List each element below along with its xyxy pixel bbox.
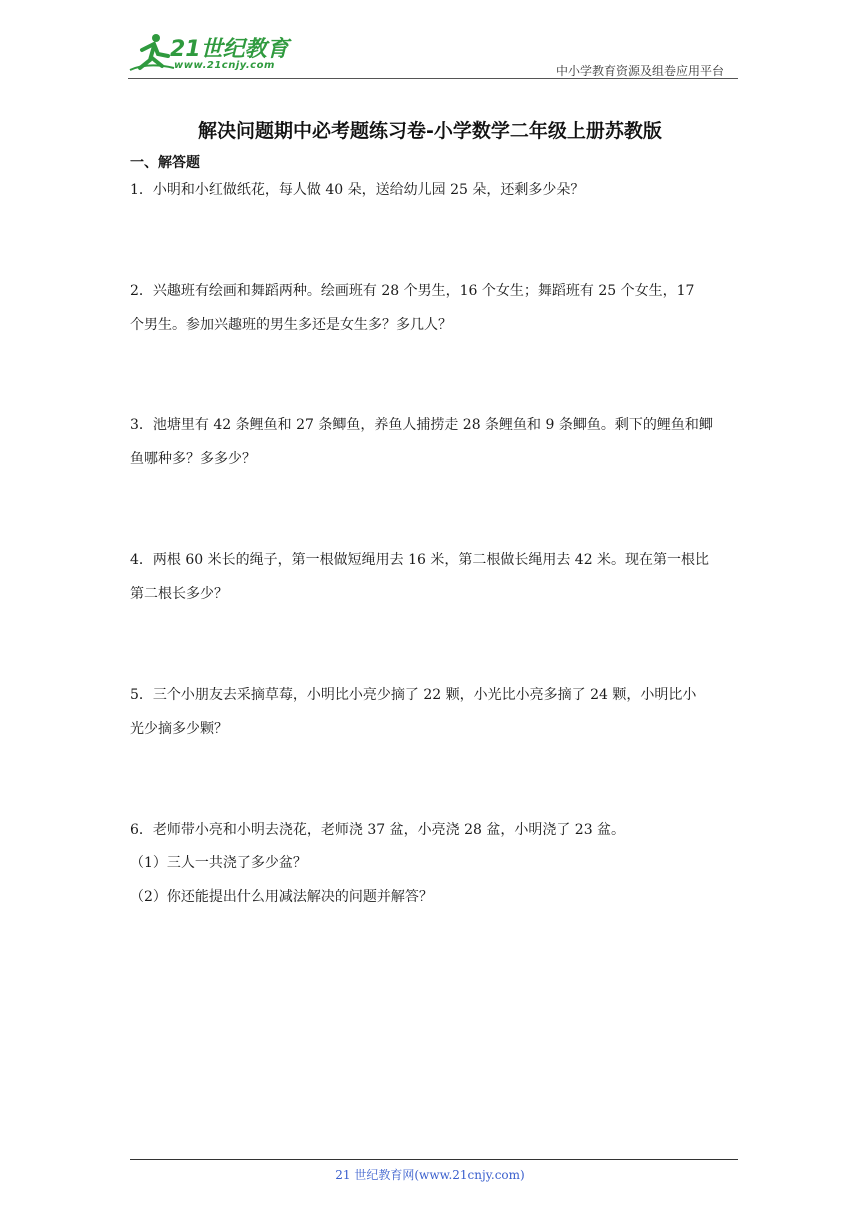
header-divider — [128, 78, 738, 79]
question-6-subquestion-2: （2）你还能提出什么用减法解决的问题并解答？ — [130, 889, 433, 905]
page-title: 解决问题期中必考题练习卷-小学数学二年级上册苏教版 — [198, 120, 662, 142]
question-5-line-2: 光少摘多少颗？ — [130, 721, 228, 737]
footer-divider — [130, 1159, 738, 1160]
site-tagline: 中小学教育资源及组卷应用平台 — [555, 64, 724, 78]
question-2-line-2: 个男生。参加兴趣班的男生多还是女生多？多几人？ — [130, 317, 452, 333]
question-4-line-1: 4．两根 60 米长的绳子，第一根做短绳用去 16 米，第二根做长绳用去 42 米。现在第一根比 — [130, 552, 710, 568]
footer-credit: 21 世纪教育网(www.21cnjy.com) — [335, 1168, 525, 1182]
question-6-subquestion-1: （1）三人一共浇了多少盆？ — [130, 855, 307, 871]
logo-url: www.21cnjy.com — [174, 60, 275, 71]
question-4-line-2: 第二根长多少？ — [130, 586, 228, 602]
question-2-line-1: 2．兴趣班有绘画和舞蹈两种。绘画班有 28 个男生，16 个女生；舞蹈班有 25 个女生，17 — [130, 283, 695, 299]
question-6-line-1: 6．老师带小亮和小明去浇花，老师浇 37 盆，小亮浇 28 盆，小明浇了 23 盆。 — [130, 822, 626, 838]
logo — [128, 30, 298, 78]
question-1-line-1: 1．小明和小红做纸花，每人做 40 朵，送给幼儿园 25 朵，还剩多少朵？ — [130, 182, 585, 198]
question-3-line-2: 鱼哪种多？多多少？ — [130, 451, 256, 467]
page-header — [128, 30, 738, 80]
question-5-line-1: 5．三个小朋友去采摘草莓，小明比小亮少摘了 22 颗，小光比小亮多摘了 24 颗，小明比小 — [130, 687, 697, 703]
section-heading: 一、解答题 — [130, 155, 200, 171]
runner-logo-icon — [128, 32, 176, 72]
logo-text: 21世纪教育 — [170, 37, 289, 62]
question-3-line-1: 3．池塘里有 42 条鲤鱼和 27 条鲫鱼，养鱼人捕捞走 28 条鲤鱼和 9 条鲫鱼。剩下的鲤鱼和鲫 — [130, 417, 713, 433]
